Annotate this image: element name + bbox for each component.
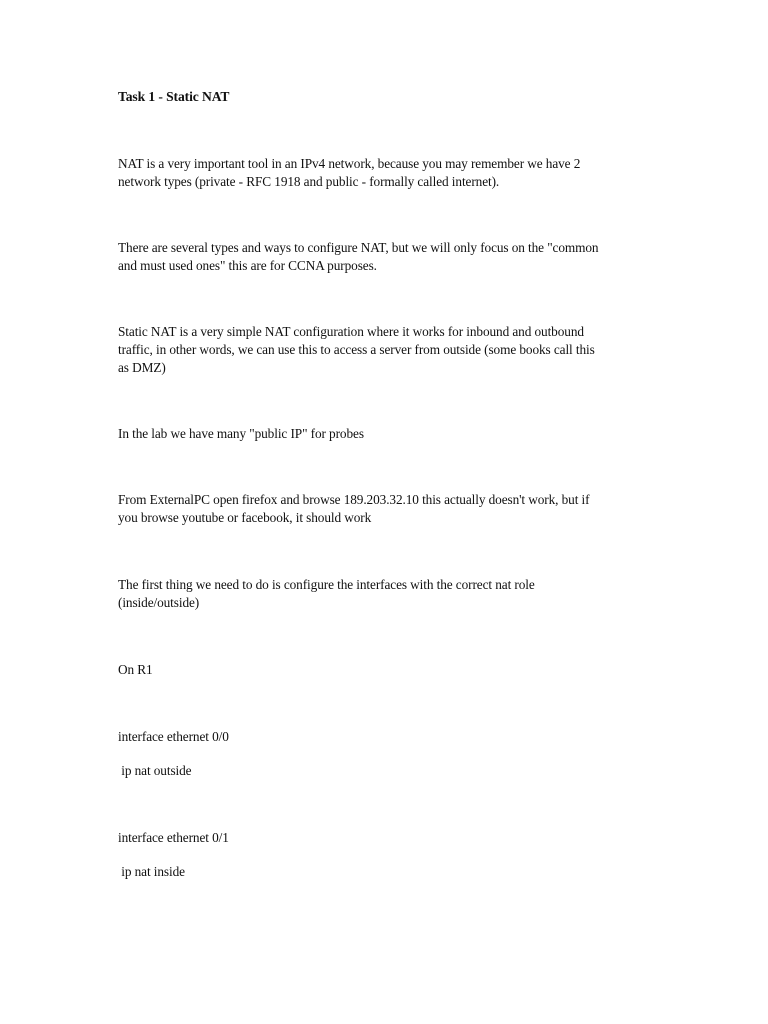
paragraph-line: There are several types and ways to configure NAT, but we will only focus on the "common [118, 240, 599, 255]
paragraph-line: and must used ones" this are for CCNA purposes. [118, 258, 377, 273]
paragraph-line: Static NAT is a very simple NAT configuration where it works for inbound and outbound [118, 324, 584, 339]
config-line: ip nat outside [118, 763, 192, 778]
paragraph-line: network types (private - RFC 1918 and public - formally called internet). [118, 174, 500, 189]
config-line: interface ethernet 0/1 [118, 830, 229, 845]
paragraph-line: From ExternalPC open firefox and browse 189.203.32.10 this actually doesn't work, but if [118, 492, 590, 507]
paragraph-line: The first thing we need to do is configure the interfaces with the correct nat role [118, 577, 535, 592]
paragraph-line: In the lab we have many "public IP" for probes [118, 426, 364, 441]
paragraph-line: traffic, in other words, we can use this to access a server from outside (some books call this [118, 342, 595, 357]
config-line: ip nat inside [118, 864, 185, 879]
config-line: interface ethernet 0/0 [118, 729, 229, 744]
paragraph-line: as DMZ) [118, 360, 166, 375]
paragraph-line: you browse youtube or facebook, it should work [118, 510, 372, 525]
document-title: Task 1 - Static NAT [118, 89, 230, 104]
paragraph-line: NAT is a very important tool in an IPv4 network, because you may remember we have 2 [118, 156, 581, 171]
paragraph-line: (inside/outside) [118, 595, 200, 610]
paragraph-line: On R1 [118, 662, 153, 677]
